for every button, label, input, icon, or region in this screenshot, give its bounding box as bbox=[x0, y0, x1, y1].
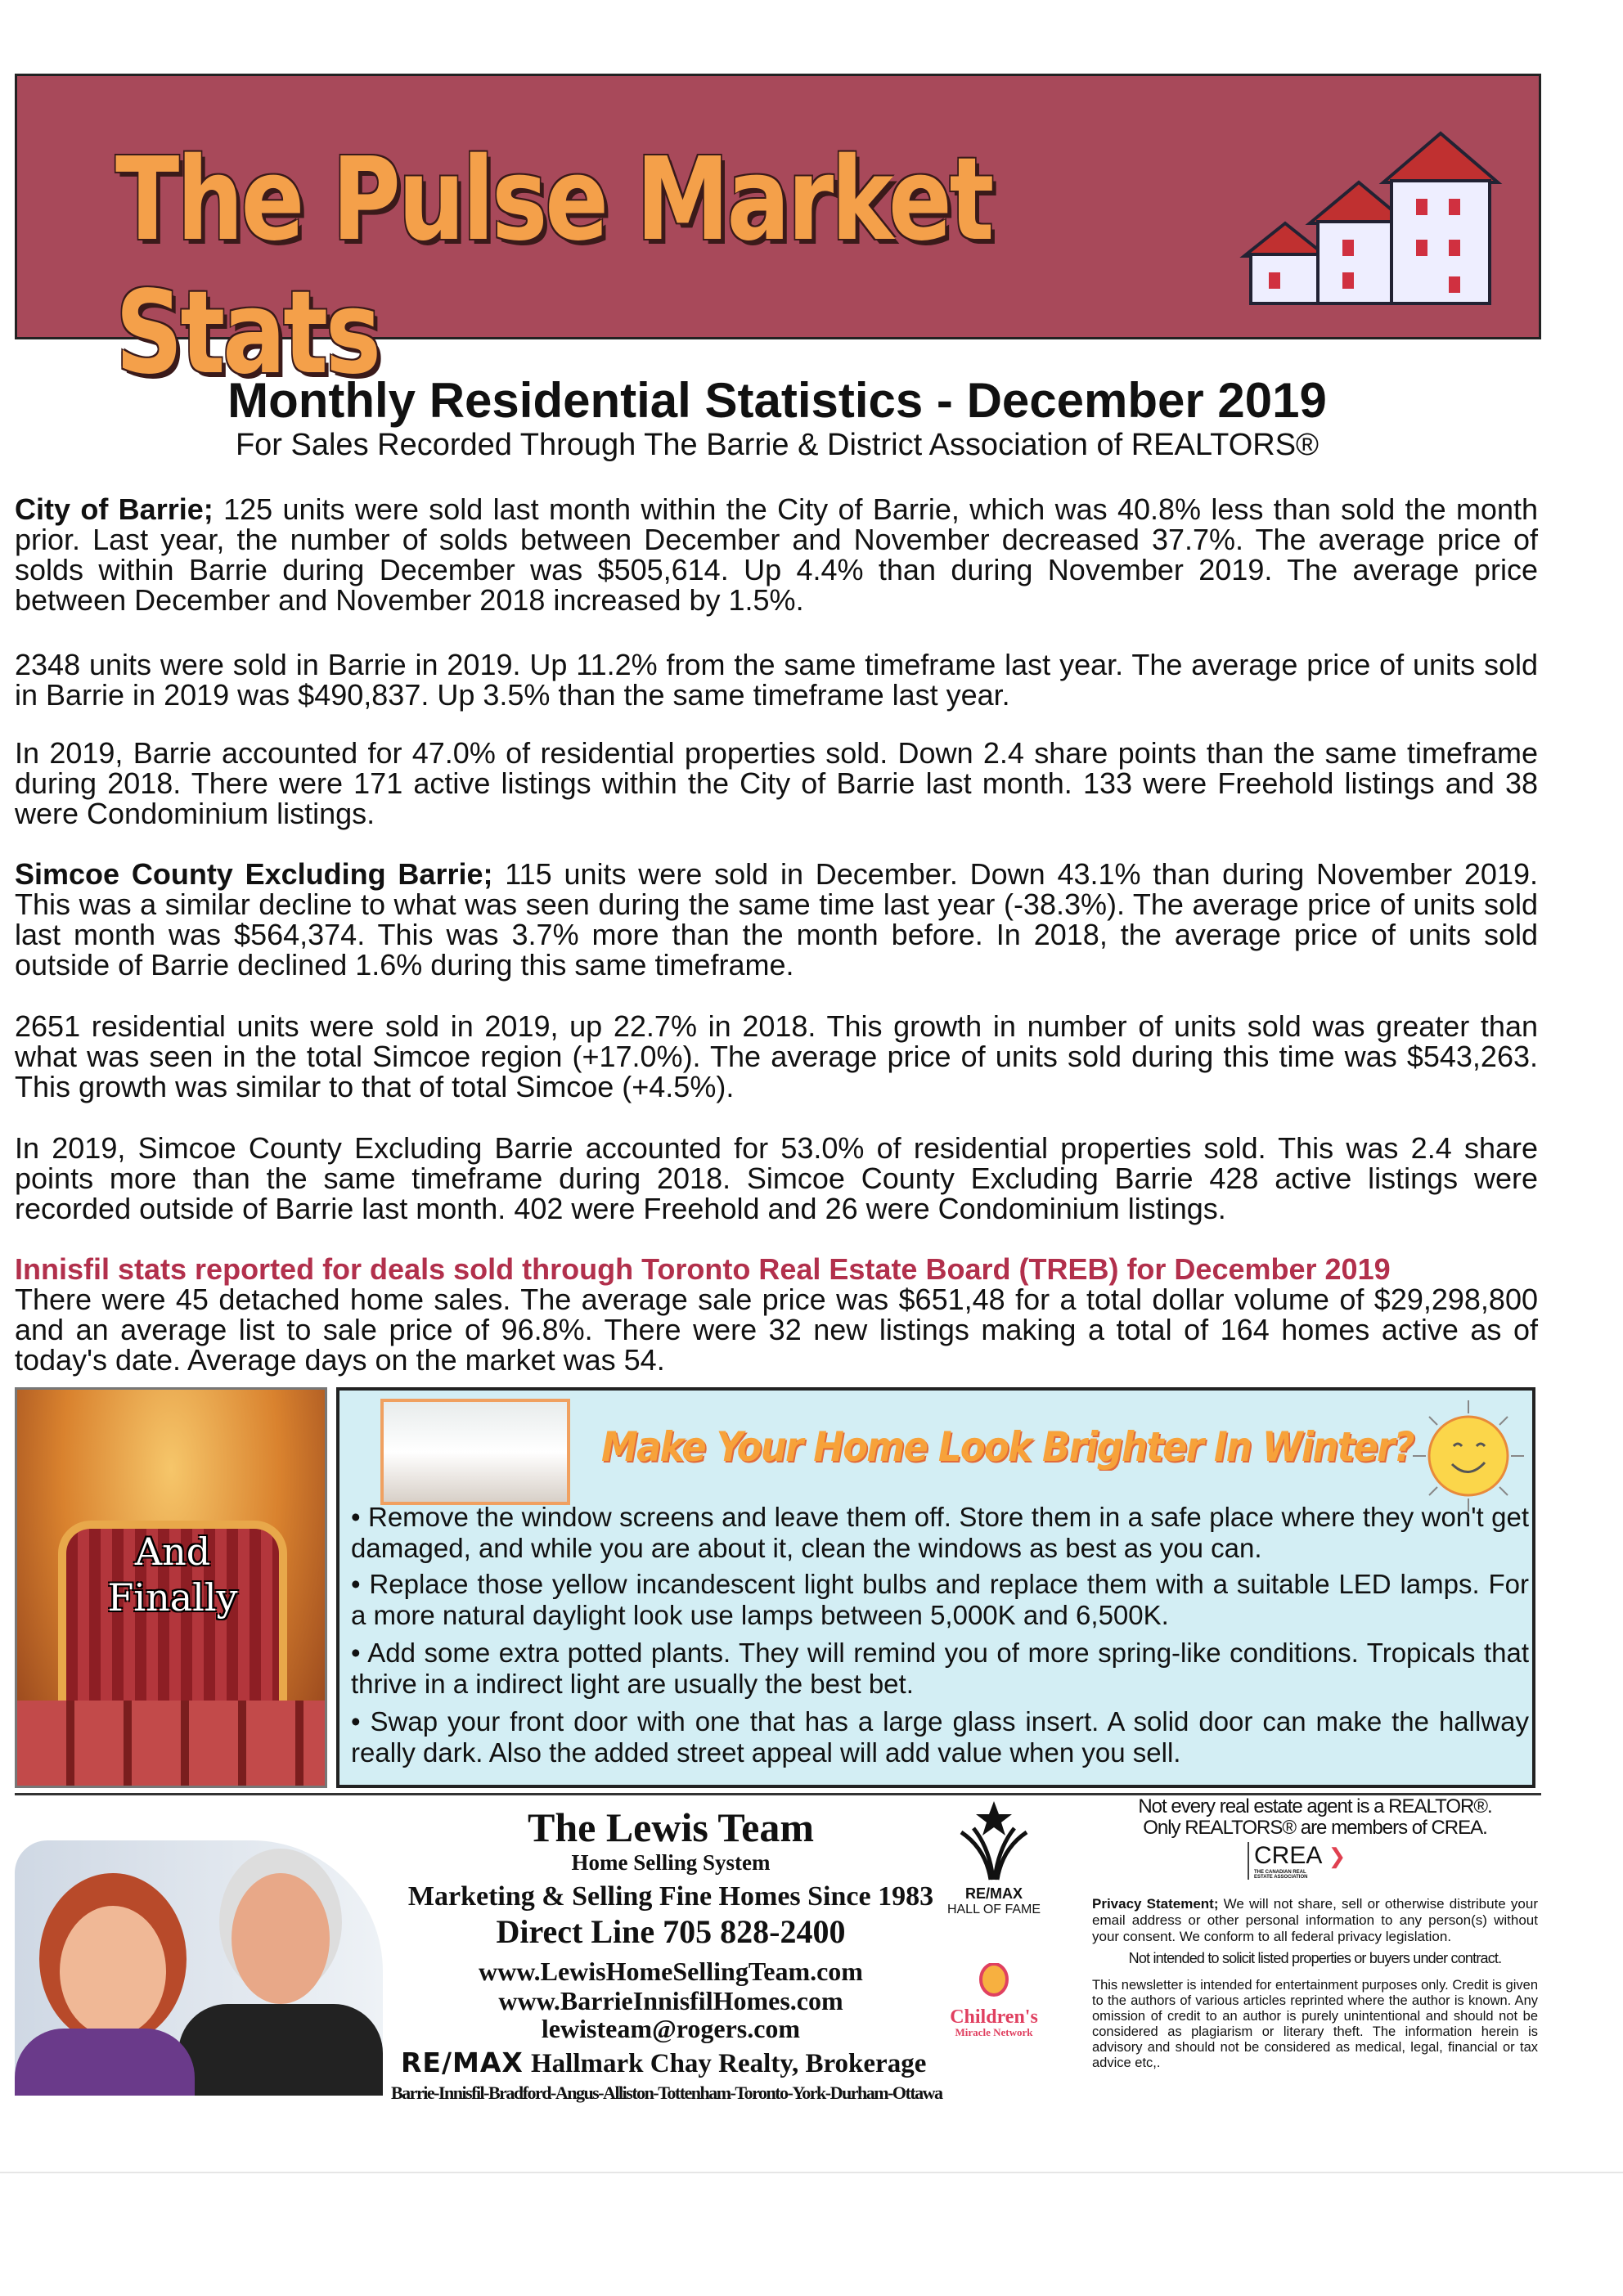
remax-logo: RE/MAX bbox=[401, 2047, 524, 2078]
realtor-line: Not every real estate agent is a REALTOR®. bbox=[1138, 1795, 1492, 1817]
paragraph-text: In 2019, Simcoe County Excluding Barrie accounted for 53.0% of residential properties sold. This was 2.4 share points more than the same timeframe during 2018. Simcoe County Excluding Barrie 428 active listings were recorded outside of Barrie last month. 402 were Freehold and 26 were Condominium listings. bbox=[15, 1131, 1538, 1225]
innisfil-heading: Innisfil stats reported for deals sold through Toronto Real Estate Board (TREB) for December 2019 bbox=[15, 1252, 1391, 1286]
paragraph-lead: Simcoe County Excluding Barrie; bbox=[15, 857, 493, 891]
tip-item: • Replace those yellow incandescent light bulbs and replace them with a suitable LED lamps. For a more natural daylight look use lamps between 5,000K and 6,500K. bbox=[351, 1569, 1529, 1630]
woman-face bbox=[60, 1906, 166, 2037]
woman-top bbox=[15, 2029, 195, 2096]
paragraph-simcoe-annual bbox=[15, 1011, 1538, 1102]
brokerage-name: Hallmark Chay Realty, Brokerage bbox=[531, 2049, 927, 2078]
banner bbox=[15, 74, 1541, 400]
living-room-photo bbox=[380, 1399, 570, 1505]
realtor-notice bbox=[1092, 1796, 1538, 1839]
brokerage bbox=[401, 2047, 926, 2079]
smiling-sun-icon bbox=[1411, 1399, 1526, 1513]
tip-item: • Add some extra potted plants. They will remind you of more spring-like conditions. Tropicals that thrive in a indirect light are usually the best bet. bbox=[351, 1638, 1529, 1699]
man-suit bbox=[178, 2004, 383, 2096]
realtor-line: Only REALTORS® are members of CREA. bbox=[1143, 1817, 1487, 1839]
houses-icon bbox=[1228, 109, 1522, 313]
banner-title: The Pulse Market Stats bbox=[115, 133, 992, 400]
balloon-icon bbox=[978, 1963, 1010, 2004]
hof-brand: RE/MAX bbox=[964, 1885, 1023, 1902]
and-finally-line1: And bbox=[134, 1530, 211, 1574]
crea-text: CREA bbox=[1254, 1842, 1323, 1869]
tips-title: Make Your Home Look Brighter In Winter? bbox=[601, 1423, 1414, 1471]
paragraph-text: 115 units were sold in December. Down 43.1% than during November 2019. This was a similar decline to what was seen during the same time last year (-38.3%). The average price of units sold last month was $564,374. This was 3.7% more than the month before. In 2018, the average price of units sold outside of Barrie declined 1.6% during this same timeframe. bbox=[15, 857, 1538, 982]
paragraph-text: 2348 units were sold in Barrie in 2019. Up 11.2% from the same timeframe last year. The average price of units sold in Barrie in 2019 was $490,837. Up 3.5% than the same timeframe last year. bbox=[15, 648, 1538, 712]
crea-logo bbox=[1248, 1842, 1411, 1880]
phone: Direct Line 705 828-2400 bbox=[496, 1913, 846, 1950]
privacy-text: We will not share, sell or otherwise distribute your email address or other personal information to any person(s) without your consent. We conform to all federal privacy legislation. bbox=[1092, 1896, 1538, 1944]
cmn-text: Children's bbox=[950, 2006, 1038, 2028]
paragraph-simcoe-share bbox=[15, 1133, 1538, 1224]
and-finally-label bbox=[66, 1529, 279, 1620]
paragraph-barrie-annual bbox=[15, 649, 1538, 710]
tip-item: • Remove the window screens and leave them off. Store them in a safe place where they won't get damaged, and while you are about it, clean the windows as best as you can. bbox=[351, 1502, 1529, 1563]
theater-image bbox=[15, 1387, 327, 1788]
and-finally-line2: Finally bbox=[107, 1575, 238, 1620]
team-system: Home Selling System bbox=[571, 1850, 771, 1875]
paragraph-innisfil bbox=[15, 1254, 1538, 1375]
cmn-text: Miracle Network bbox=[955, 2026, 1033, 2038]
paragraph-text: There were 45 detached home sales. The average sale price was $651,48 for a total dollar volume of $29,298,800 and an average list to sale price of 96.8%. There were 32 new listings making a total of 164 homes active as of today's date. Average days on the market was 54. bbox=[15, 1283, 1538, 1377]
paragraph-barrie bbox=[15, 494, 1538, 615]
page-title: Monthly Residential Statistics - December 2019 bbox=[227, 373, 1327, 428]
team-tagline: Marketing & Selling Fine Homes Since 1983 bbox=[407, 1881, 934, 1912]
solicit-notice: Not intended to solicit listed properties or buyers under contract. bbox=[1128, 1950, 1502, 1966]
privacy-lead: Privacy Statement; bbox=[1092, 1896, 1219, 1912]
paragraph-text: In 2019, Barrie accounted for 47.0% of residential properties sold. Down 2.4 share points than the same timeframe during 2018. There were 171 active listings within the City of Barrie last month. 133 were Freehold listings and 38 were Condominium listings. bbox=[15, 736, 1538, 830]
paragraph-simcoe bbox=[15, 859, 1538, 980]
tips-box bbox=[336, 1387, 1535, 1788]
website-link[interactable]: www.BarrieInnisfilHomes.com bbox=[498, 1986, 843, 2015]
team-name: The Lewis Team bbox=[527, 1804, 815, 1850]
disclaimer: This newsletter is intended for entertainment purposes only. Credit is given to the authors of various articles reprinted where the author is known. Any omission of credit to an author is purely unintentional and should not be considered as plagiarism or literary theft. The information herein is advisory and should not be considered as medical, legal, financial or tax advice etc,. bbox=[1092, 1978, 1538, 2070]
seats-graphic bbox=[17, 1701, 325, 1788]
man-face bbox=[232, 1873, 330, 2004]
paragraph-barrie-share bbox=[15, 738, 1538, 829]
paragraph-text: 125 units were sold last month within the City of Barrie, which was 40.8% less than sold the month prior. Last year, the number of solds between December and November decreased 37.7%. The average price of solds within Barrie during December was $505,614. Up 4.4% than during November 2019. The average price between December and November 2018 increased by 1.5%. bbox=[15, 492, 1538, 617]
page-subtitle: For Sales Recorded Through The Barrie & District Association of REALTORS® bbox=[235, 428, 1320, 462]
paragraph-lead: City of Barrie; bbox=[15, 492, 214, 526]
crea-subtext: THE CANADIAN REAL ESTATE ASSOCIATION bbox=[1254, 1870, 1308, 1880]
email-link[interactable]: lewisteam@rogers.com bbox=[541, 2014, 801, 2043]
paragraph-text: 2651 residential units were sold in 2019, up 22.7% in 2018. This growth in number of units sold was greater than what was seen in the total Simcoe region (+17.0%). The average price of units sold during this time was $543,263. This growth was similar to that of total Simcoe (+4.5%). bbox=[15, 1009, 1538, 1103]
team-photo bbox=[15, 1840, 383, 2096]
hof-text: HALL OF FAME bbox=[946, 1903, 1041, 1916]
privacy-statement bbox=[1092, 1896, 1538, 1945]
remax-hall-of-fame-logo bbox=[941, 1800, 1047, 1917]
page-bottom-edge bbox=[0, 2172, 1623, 2173]
childrens-miracle-network-logo bbox=[933, 1963, 1055, 2039]
crea-chevron-icon: ❯ bbox=[1322, 1844, 1347, 1868]
star-burst-icon bbox=[953, 1800, 1035, 1881]
service-areas: Barrie-Innisfil-Bradford-Angus-Alliston-Tottenham-Toronto-York-Durham-Ottawa bbox=[391, 2083, 942, 2103]
website-link[interactable]: www.LewisHomeSellingTeam.com bbox=[479, 1957, 863, 1986]
tip-item: • Swap your front door with one that has a large glass insert. A solid door can make the hallway really dark. Also the added street appeal will add value when you sell. bbox=[351, 1706, 1529, 1768]
